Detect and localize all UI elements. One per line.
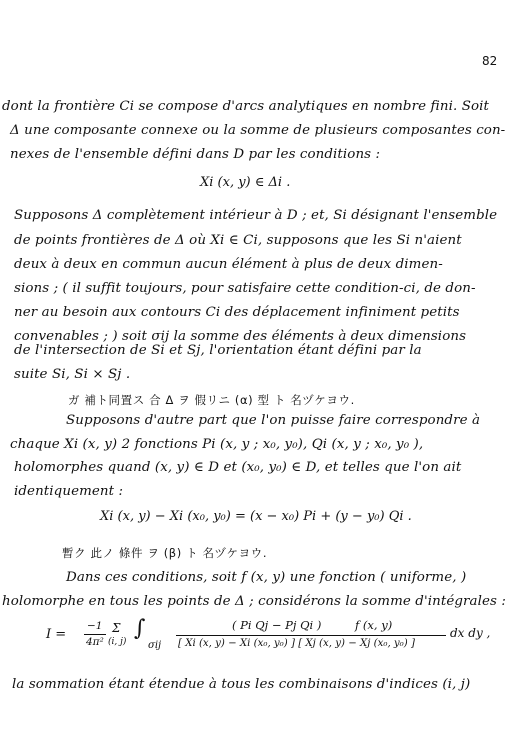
integral-domain: σij: [148, 640, 162, 651]
text-line-2: Δ une composante connexe ou la somme de plusieurs composantes con-: [10, 123, 506, 138]
integral-sign: ∫: [134, 616, 146, 641]
integral-tail: dx dy ,: [450, 626, 491, 640]
text-line-16: holomorphes quand (x, y) ∈ D et (x₀, y₀) ∈ D, et telles que l'on ait: [14, 460, 462, 475]
text-line-9: ner au besoin aux contours Ci des déplacement infiniment petits: [14, 305, 460, 320]
text-line-12: suite Si, Si × Sj .: [14, 367, 131, 382]
japanese-note-beta: 暫ク 此ノ 條件 ヲ (β) ト 名ヅケヨウ.: [62, 546, 268, 560]
coefficient-denominator: 4π²: [86, 636, 104, 648]
text-line-21: holomorphe en tous les points de Δ ; considérons la somme d'intégrales :: [2, 594, 506, 609]
page-number: 82: [482, 54, 498, 68]
text-line-7: deux à deux en commun aucun élément à plus de deux dimen-: [14, 257, 443, 272]
text-line-17: identiquement :: [14, 484, 124, 499]
coefficient-numerator: −1: [87, 620, 103, 632]
integrand-denominator: [ Xi (x, y) − Xi (x₀, y₀) ] [ Xj (x, y) − Xj (x₀, y₀) ]: [178, 638, 415, 649]
text-line-6: de points frontières de Δ où Xi ∈ Ci, supposons que les Si n'aient: [14, 233, 462, 248]
integral-lhs: I =: [46, 627, 67, 642]
integrand-numerator-left: ( Pi Qj − Pj Qi ): [232, 618, 322, 632]
text-line-15: chaque Xi (x, y) 2 fonctions Pi (x, y ; x₀, y₀), Qi (x, y ; x₀, y₀ ),: [10, 437, 424, 452]
decomposition-formula: Xi (x, y) − Xi (x₀, y₀) = (x − x₀) Pi + (y − y₀) Qi .: [100, 509, 412, 524]
coefficient-fraction-bar: [84, 634, 106, 635]
text-line-14: Supposons d'autre part que l'on puisse faire correspondre à: [66, 413, 481, 428]
text-line-8: sions ; ( il suffit toujours, pour satisfaire cette condition-ci, de don-: [14, 281, 476, 296]
text-line-10: convenables ; ) soit σij la somme des éléments à deux dimensions: [14, 329, 467, 344]
text-line-11: de l'intersection de Si et Sj, l'orientation étant défini par la: [14, 343, 422, 358]
japanese-note-alpha: ガ 補ト同置ス 合 Δ ヲ 假リニ (α) 型 ト 名ヅケヨウ.: [68, 393, 355, 407]
sum-sign: Σ: [112, 621, 121, 635]
text-line-5: Supposons Δ complètement intérieur à D ; et, Si désignant l'ensemble: [14, 208, 498, 223]
integrand-fraction-bar: [176, 635, 446, 636]
text-line-3: nexes de l'ensemble défini dans D par les conditions :: [10, 147, 381, 162]
sum-index: (i, j): [108, 637, 127, 647]
condition-formula: Xi (x, y) ∈ Δi .: [200, 175, 291, 190]
text-line-22: la sommation étant étendue à tous les combinaisons d'indices (i, j): [12, 677, 471, 692]
text-line-20: Dans ces conditions, soit f (x, y) une fonction ( uniforme, ): [66, 570, 467, 585]
text-line-1: dont la frontière Ci se compose d'arcs analytiques en nombre fini. Soit: [2, 99, 490, 114]
integrand-numerator-right: f (x, y): [355, 618, 393, 632]
